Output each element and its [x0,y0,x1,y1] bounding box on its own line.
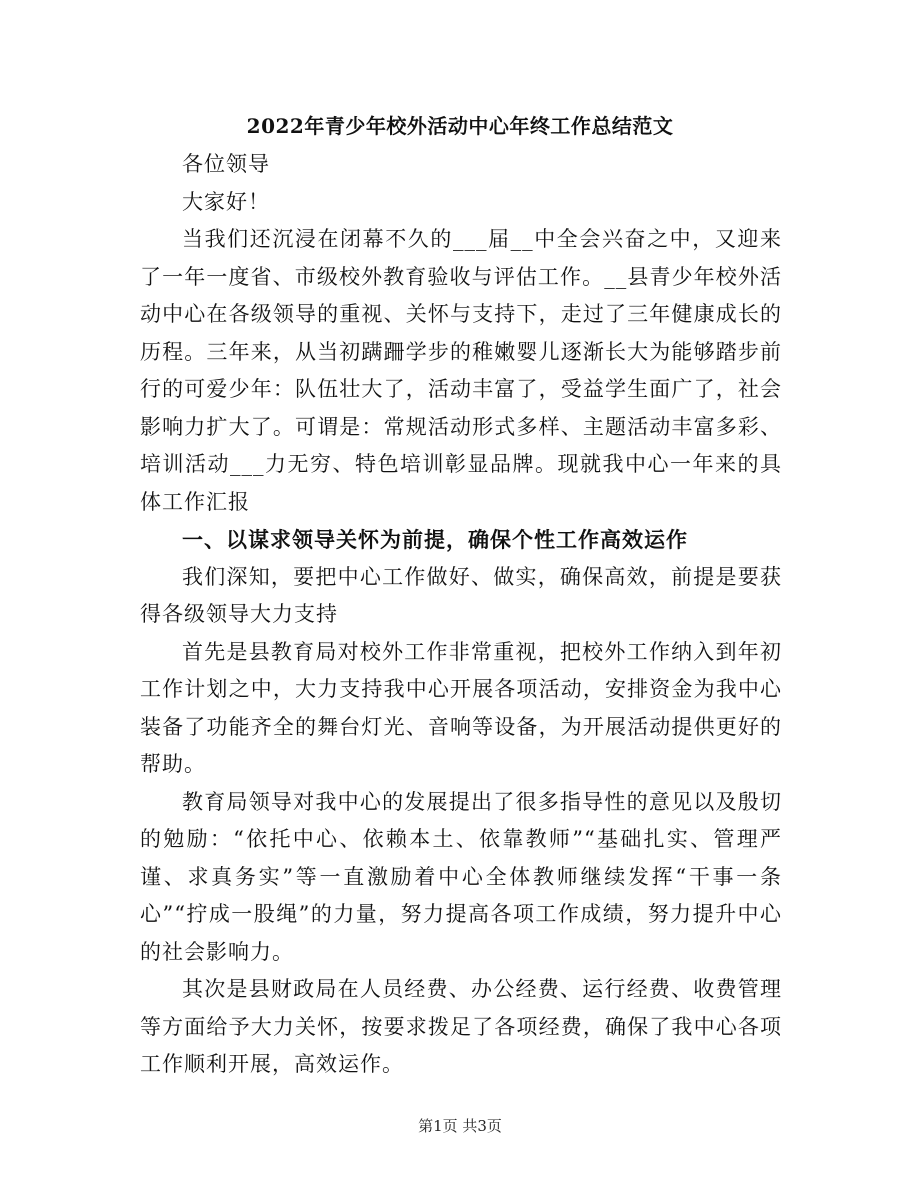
salutation: 各位领导 [182,152,270,176]
body-paragraph: 教育局领导对我中心的发展提出了很多指导性的意见以及殷切的勉励：“依托中心、依赖本土、依靠教师”“基础扎实、管理严谨、求真务实”等一直激励着中心全体教师继续发挥“干事一条心”“拧成一股绳”的力量，努力提高各项工作成绩，努力提升中心的社会影响力。 [140,789,782,964]
document-body [140,146,782,1084]
body-paragraph: 其次是县财政局在人员经费、办公经费、运行经费、收费管理等方面给予大力关怀，按要求拨足了各项经费，确保了我中心各项工作顺利开展，高效运作。 [140,977,782,1076]
body-paragraph: 我们深知，要把中心工作做好、做实，确保高效，前提是要获得各级领导大力支持 [140,564,782,626]
body-paragraph: 首先是县教育局对校外工作非常重视，把校外工作纳入到年初工作计划之中，大力支持我中心开展各项活动，安排资金为我中心装备了功能齐全的舞台灯光、音响等设备，为开展活动提供更好的帮助。 [140,639,782,776]
section-heading-1: 一、以谋求领导关怀为前提，确保个性工作高效运作 [182,527,688,552]
document-title: 2022年青少年校外活动中心年终工作总结范文 [246,114,674,138]
greeting: 大家好！ [182,189,270,214]
intro-paragraph: 当我们还沉浸在闭幕不久的___届__中全会兴奋之中，又迎来了一年一度省、市级校外教育验收与评估工作。__县青少年校外活动中心在各级领导的重视、关怀与支持下，走过了三年健康成长的历程。三年来，从当初蹒跚学步的稚嫩婴儿逐渐长大为能够踏步前行的可爱少年：队伍壮大了，活动丰富了，受益学生面广了，社会影响力扩大了。可谓是：常规活动形式多样、主题活动丰富多彩、培训活动___力无穷、特色培训彰显品牌。现就我中心一年来的具体工作汇报 [140,227,782,514]
page-number-footer: 第1页 共3页 [418,1117,502,1135]
